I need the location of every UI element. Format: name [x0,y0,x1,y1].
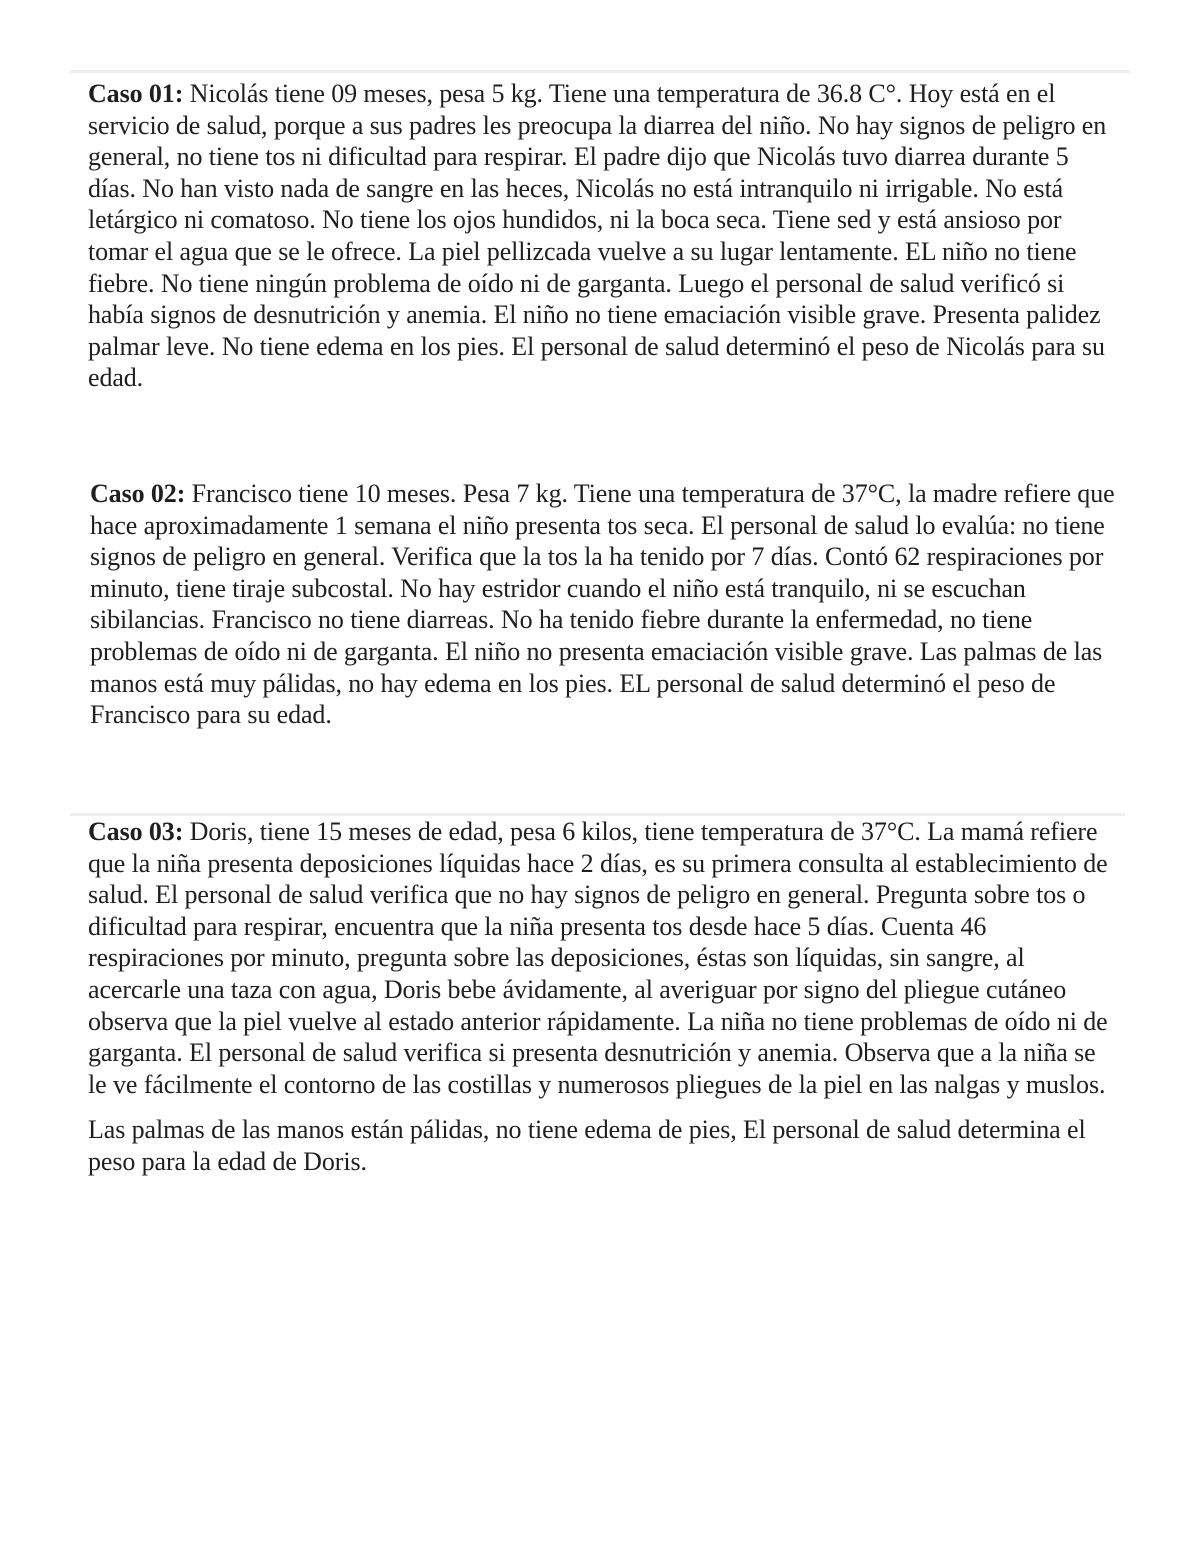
case-label: Caso 02: [90,479,186,508]
case-01 [88,78,1118,394]
case-label: Caso 01: [88,79,184,108]
case-02 [90,478,1120,731]
case-label: Caso 03: [88,817,184,846]
case-paragraph [88,816,1118,1100]
case-text: Doris, tiene 15 meses de edad, pesa 6 kilos, tiene temperatura de 37°C. La mamá refiere que la niña presenta deposiciones líquidas hace 2 días, es su primera consulta al establecimiento de salud. El personal de salud verifica que no hay signos de peligro en general. Pregunta sobre tos o dificultad para respirar, encuentra que la niña presenta tos desde hace 5 días. Cuenta 46 respiraciones por minuto, pregunta sobre las deposiciones, éstas son líquidas, sin sangre, al acercarle una taza con agua, Doris bebe ávidamente, al averiguar por signo del pliegue cutáneo observa que la piel vuelve al estado anterior rápidamente. La niña no tiene problemas de oído ni de garganta. El personal de salud verifica si presenta desnutrición y anemia. Observa que a la niña se le ve fácilmente el contorno de las costillas y numerosos pliegues de la piel en las nalgas y muslos. [88,817,1108,1099]
case-03 [88,816,1118,1178]
case-text: Nicolás tiene 09 meses, pesa 5 kg. Tiene una temperatura de 36.8 C°. Hoy está en el servicio de salud, porque a sus padres les preocupa la diarrea del niño. No hay signos de peligro en general, no tiene tos ni dificultad para respirar. El padre dijo que Nicolás tuvo diarrea durante 5 días. No han visto nada de sangre en las heces, Nicolás no está intranquilo ni irrigable. No está letárgico ni comatoso. No tiene los ojos hundidos, ni la boca seca. Tiene sed y está ansioso por tomar el agua que se le ofrece. La piel pellizcada vuelve a su lugar lentamente. EL niño no tiene fiebre. No tiene ningún problema de oído ni de garganta. Luego el personal de salud verificó si había signos de desnutrición y anemia. El niño no tiene emaciación visible grave. Presenta palidez palmar leve. No tiene edema en los pies. El personal de salud determinó el peso de Nicolás para su edad. [88,79,1107,393]
case-paragraph [88,78,1118,394]
case-text: Francisco tiene 10 meses. Pesa 7 kg. Tiene una temperatura de 37°C, la madre refiere que hace aproximadamente 1 semana el niño presenta tos seca. El personal de salud lo evalúa: no tiene signos de peligro en general. Verifica que la tos la ha tenido por 7 días. Contó 62 respiraciones por minuto, tiene tiraje subcostal. No hay estridor cuando el niño está tranquilo, ni se escuchan sibilancias. Francisco no tiene diarreas. No ha tenido fiebre durante la enfermedad, no tiene problemas de oído ni de garganta. El niño no presenta emaciación visible grave. Las palmas de las manos está muy pálidas, no hay edema en los pies. EL personal de salud determinó el peso de Francisco para su edad. [90,479,1115,730]
case-text: Las palmas de las manos están pálidas, no tiene edema de pies, El personal de salud determina el peso para la edad de Doris. [88,1115,1086,1176]
case-paragraph [88,1114,1118,1177]
case-paragraph [90,478,1120,731]
section-divider [70,70,1130,73]
